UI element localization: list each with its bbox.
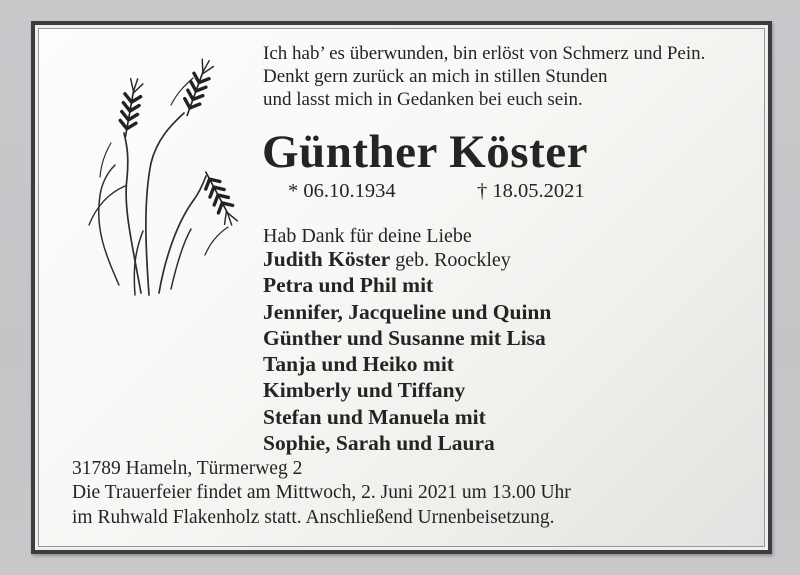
epitaph-line: Denkt gern zurück an mich in stillen Stunden — [263, 66, 608, 87]
wheat-illustration — [53, 43, 248, 298]
funeral-details — [72, 457, 571, 530]
funeral-line: im Ruhwald Flakenholz statt. Anschließend Urnenbeisetzung. — [72, 506, 555, 528]
thanks-line: Hab Dank für deine Liebe — [263, 225, 472, 247]
obituary-card-frame — [31, 21, 772, 554]
mourners-list — [263, 247, 551, 457]
wheat-ear-top — [180, 57, 215, 118]
funeral-line: Die Trauerfeier findet am Mittwoch, 2. Juni 2021 um 13.00 Uhr — [72, 482, 571, 504]
epitaph-line: Ich hab’ es überwunden, bin erlöst von Schmerz und Pein. — [263, 43, 706, 64]
mourner-line: Günther und Susanne mit Lisa — [263, 325, 546, 350]
obituary-card — [38, 28, 765, 547]
mourner-line: Sophie, Sarah und Laura — [263, 431, 495, 456]
mourner-line: Stefan und Manuela mit — [263, 404, 486, 429]
birth-date: * 06.10.1934 — [288, 180, 396, 202]
death-date: † 18.05.2021 — [477, 180, 585, 202]
wheat-ear-left — [118, 77, 144, 138]
mourner-line: Judith Köster geb. Roockley — [263, 247, 511, 271]
frame-light-strip — [35, 25, 768, 550]
epitaph-line: und lasst mich in Gedanken bei euch sein. — [263, 89, 583, 110]
epitaph-verse — [263, 42, 705, 111]
mourner-line: Kimberly und Tiffany — [263, 378, 466, 403]
address-line: 31789 Hameln, Türmerweg 2 — [72, 458, 303, 479]
deceased-name: Günther Köster — [262, 126, 588, 178]
mourner-line: Jennifer, Jacqueline und Quinn — [263, 299, 552, 324]
mourner-line: Tanja und Heiko mit — [263, 352, 454, 377]
mourner-line: Petra und Phil mit — [263, 273, 434, 298]
